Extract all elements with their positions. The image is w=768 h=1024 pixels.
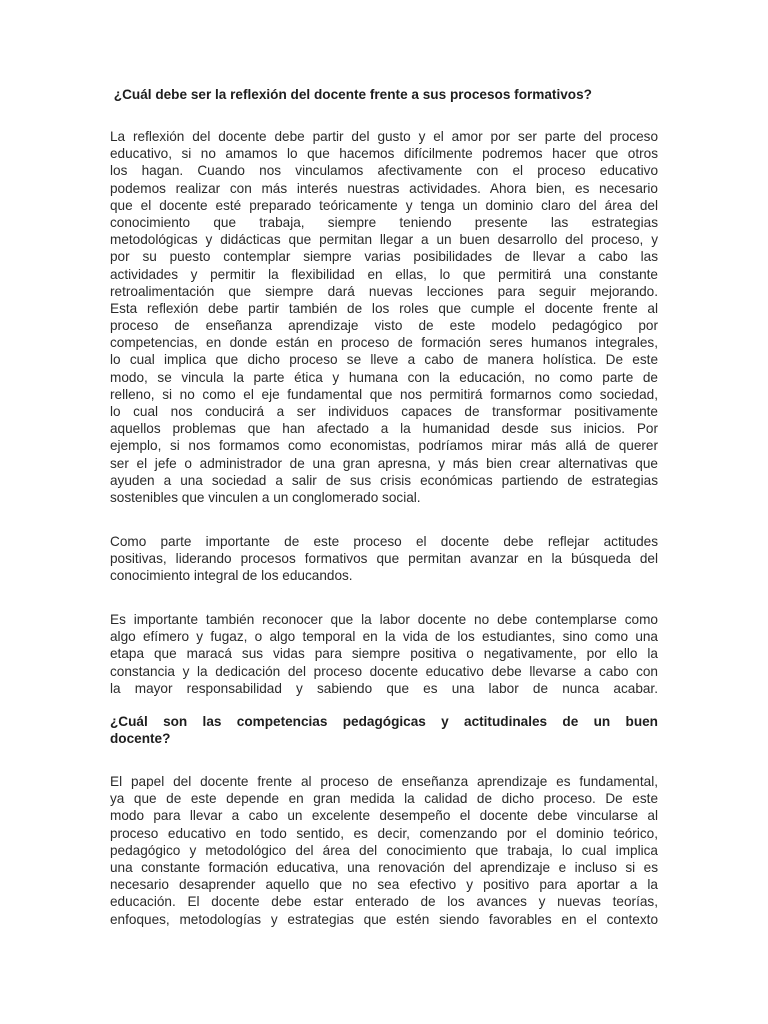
heading-line: docente? xyxy=(110,731,171,747)
text-line: lo cual implica que dicho proceso se lleve a cabo de manera holística. De este xyxy=(110,352,658,368)
heading-reflexion xyxy=(110,86,658,103)
text-line: los hagan. Cuando nos vinculamos afectivamente con el proceso educativo xyxy=(110,163,658,179)
text-line: modo, se vincula la parte ética y humana con la educación, no como parte de xyxy=(110,369,658,385)
text-line: proceso educativo en todo sentido, es decir, comenzando por el dominio teórico, xyxy=(110,825,658,841)
text-line: La reflexión del docente debe partir del gusto y el amor por ser parte del proceso xyxy=(110,129,658,144)
paragraph-3 xyxy=(110,611,658,697)
paragraph-2 xyxy=(110,533,658,585)
paragraph-1 xyxy=(110,128,658,506)
text-line: conocimiento que trabaja, siempre teniendo presente las estrategias xyxy=(110,214,658,230)
heading-competencias xyxy=(110,713,658,747)
text-line: por su puesto contemplar siempre varias posibilidades de llevar a cabo las xyxy=(110,249,658,265)
text-line: positivas, liderando procesos formativos que permitan avanzar en la búsqueda del xyxy=(110,551,658,567)
text-line: modo para llevar a cabo un excelente desempeño el docente debe vincularse al xyxy=(110,808,658,824)
text-line: sostenibles que vinculen a un conglomerado social. xyxy=(110,489,421,505)
paragraph-4 xyxy=(110,773,658,928)
text-line: conocimiento integral de los educandos. xyxy=(110,568,353,584)
text-line: metodológicas y didácticas que permitan llegar a un buen desarrollo del proceso, y xyxy=(110,232,658,248)
text-line: Esta reflexión debe partir también de los roles que cumple el docente frente al xyxy=(110,300,658,316)
text-line: educación. El docente debe estar enterado de los avances y nuevas teorías, xyxy=(110,894,658,910)
heading-line: ¿Cuál son las competencias pedagógicas y actitudinales de un buen xyxy=(110,714,658,729)
text-line: actividades y permitir la flexibilidad en ellas, lo que permitirá una constante xyxy=(110,266,658,282)
text-line: aquellos problemas que han afectado a la humanidad desde sus inicios. Por xyxy=(110,421,658,437)
text-line: educativo, si no amamos lo que hacemos difícilmente podremos hacer que otros xyxy=(110,146,658,162)
text-line: pedagógico y metodológico del área del conocimiento que trabaja, lo cual implica xyxy=(110,842,658,858)
text-line: enfoques, metodologías y estrategias que estén siendo favorables en el contexto xyxy=(110,911,658,927)
text-line: lo cual nos conducirá a ser individuos capaces de transformar positivamente xyxy=(110,404,658,419)
text-line: etapa que maracá sus vidas para siempre positiva o negativamente, por ello la xyxy=(110,646,658,662)
text-line: podemos realizar con más interés nuestras actividades. Ahora bien, es necesario xyxy=(110,180,658,196)
text-line: que el docente esté preparado teóricamente y tenga un dominio claro del área del xyxy=(110,197,658,213)
text-line: constancia y la dedicación del proceso docente educativo debe llevarse a cabo con xyxy=(110,663,658,679)
text-line: proceso de enseñanza aprendizaje visto de este modelo pedagógico por xyxy=(110,318,658,334)
text-line: retroalimentación que siempre dará nuevas lecciones para seguir mejorando. xyxy=(110,283,658,299)
text-line: Como parte importante de este proceso el docente debe reflejar actitudes xyxy=(110,534,658,549)
text-line: ya que de este depende en gran medida la calidad de dicho proceso. De este xyxy=(110,791,658,807)
text-line: una constante formación educativa, una renovación del aprendizaje e incluso si es xyxy=(110,859,658,875)
text-line: Es importante también reconocer que la labor docente no debe contemplarse como xyxy=(110,612,658,627)
text-line: ejemplo, si nos formamos como economistas, podríamos mirar más allá de querer xyxy=(110,438,658,454)
text-line: la mayor responsabilidad y sabiendo que es una labor de nunca acabar. xyxy=(110,680,658,696)
text-line: competencias, en donde están en proceso de formación seres humanos integrales, xyxy=(110,335,658,351)
heading-line: ¿Cuál debe ser la reflexión del docente frente a sus procesos formativos? xyxy=(110,87,592,102)
text-line: relleno, si no como el eje fundamental que nos permitirá formarnos como sociedad, xyxy=(110,386,658,402)
text-line: algo efímero y fugaz, o algo temporal en la vida de los estudiantes, sino como una xyxy=(110,629,658,645)
text-line: necesario desaprender aquello que no sea efectivo y positivo para aportar a la xyxy=(110,877,658,893)
text-line: ayuden a una sociedad a salir de sus crisis económicas partiendo de estrategias xyxy=(110,472,658,488)
text-line: El papel del docente frente al proceso de enseñanza aprendizaje es fundamental, xyxy=(110,774,658,789)
text-line: ser el jefe o administrador de una gran apresna, y más bien crear alternativas que xyxy=(110,455,658,471)
